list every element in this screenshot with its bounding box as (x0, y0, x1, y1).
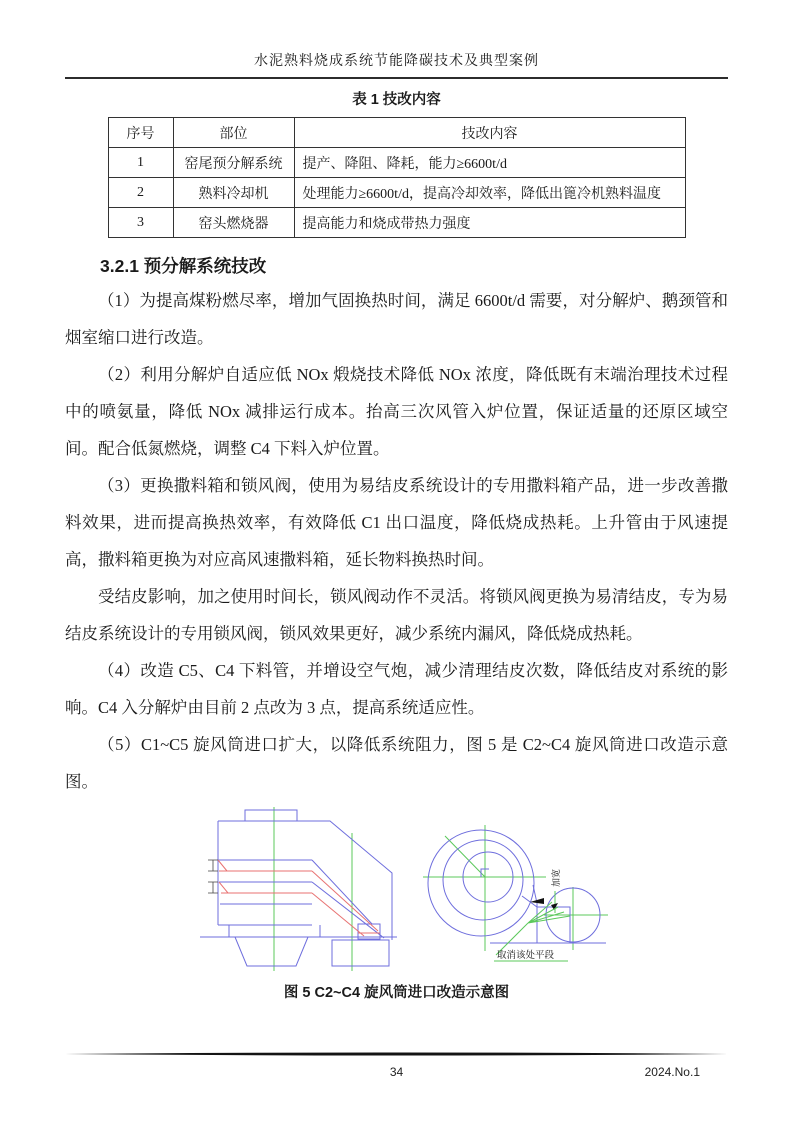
widen-label: 加宽 (550, 868, 561, 887)
centerlines (423, 825, 608, 951)
table-header-row (108, 118, 685, 148)
cell-content: 提产、降阻、降耗，能力≥6600t/d (294, 148, 685, 178)
cell-content: 处理能力≥6600t/d，提高冷却效率，降低出篦冷机熟料温度 (294, 178, 685, 208)
cyclone-circles (428, 830, 600, 942)
column-header-part: 部位 (173, 118, 294, 148)
column-header-content: 技改内容 (294, 118, 685, 148)
running-head-title: 水泥熟料烧成系统节能降碳技术及典型案例 (254, 54, 539, 69)
header-rule (65, 77, 728, 79)
paragraph: （1）为提高煤粉燃尽率，增加气固换热时间，满足 6600t/d 需要，对分解炉、鹅颈管和烟室缩口进行改造。 (65, 291, 728, 347)
cell-content: 提高能力和烧成带热力强度 (294, 208, 685, 238)
cell-part: 熟料冷却机 (173, 178, 294, 208)
cell-part: 窑尾预分解系统 (173, 148, 294, 178)
page-number: 34 (389, 1065, 404, 1079)
cell-part: 窑头燃烧器 (173, 208, 294, 238)
centerlines (274, 807, 352, 971)
cell-no: 2 (108, 178, 173, 208)
modifications-table (108, 117, 686, 238)
section-heading: 3.2.1 预分解系统技改 (100, 256, 267, 276)
remove-flat-label: 取消该处平段 (496, 950, 554, 961)
inlet-outline (490, 885, 606, 943)
cell-no: 1 (108, 148, 173, 178)
cyclone-side-view-drawing (182, 803, 414, 975)
paragraph: （2）利用分解炉自适应低 NOx 煅烧技术降低 NOx 浓度，降低既有末端治理技术过程中的喷氨量，降低 NOx 减排运行成本。抬高三次风管入炉位置，保证适量的还原区域空间。配合低氮燃烧，调整 C4 下料入炉位置。 (65, 365, 728, 458)
figure-5 (93, 803, 728, 975)
figure-caption: 图 5 C2~C4 旋风筒进口改造示意图 (283, 985, 510, 1001)
cell-no: 3 (108, 208, 173, 238)
paragraph: （4）改造 C5、C4 下料管，并增设空气炮，减少清理结皮次数，降低结皮对系统的影响。C4 入分解炉由目前 2 点改为 3 点，提高系统适应性。 (65, 661, 728, 717)
cyclone-top-view-drawing (418, 803, 640, 975)
paragraph: 受结皮影响，加之使用时间长，锁风阀动作不灵活。将锁风阀更换为易清结皮，专为易结皮系统设计的专用锁风阀，锁风效果更好，减少系统内漏风，降低烧成热耗。 (65, 587, 728, 643)
issue-number: 2024.No.1 (644, 1065, 700, 1079)
remove-flat-annotation (494, 902, 570, 961)
paragraph: （5）C1~C5 旋风筒进口扩大，以降低系统阻力，图 5 是 C2~C4 旋风筒进口改造示意图。 (65, 735, 728, 791)
paragraph: （3）更换撒料箱和锁风阀，使用为易结皮系统设计的专用撒料箱产品，进一步改善撒料效果，进而提高换热效率，有效降低 C1 出口温度，降低烧成热耗。上升管由于风速提高，撒料箱更换为对应高风速撒料箱，延长物料换热时间。 (65, 476, 728, 569)
column-header-no: 序号 (108, 118, 173, 148)
cyclone-outline (200, 810, 397, 966)
dimension-marks (208, 860, 218, 893)
footer-text-row (65, 1065, 728, 1083)
table-row (108, 148, 685, 178)
footer-rule (65, 1051, 728, 1057)
table-row (108, 208, 685, 238)
page-footer (65, 1044, 728, 1083)
table-row (108, 178, 685, 208)
table-title: 表 1 技改内容 (352, 92, 441, 108)
